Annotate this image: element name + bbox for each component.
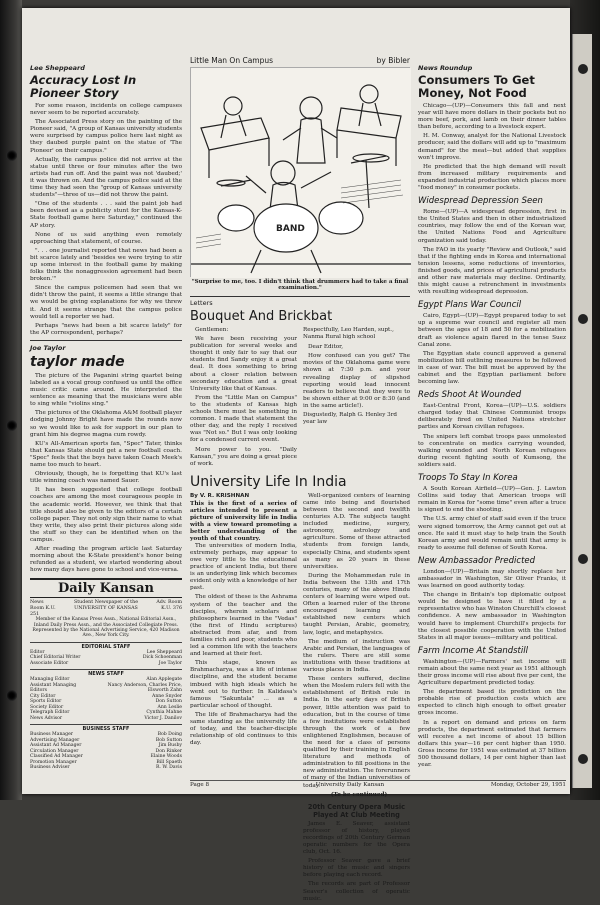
staff-name: Ann Leslie bbox=[157, 704, 182, 710]
staff-name: Joe Taylor bbox=[158, 660, 182, 666]
editorial-staff-head: EDITORIAL STAFF bbox=[30, 642, 182, 650]
staff-name: Victor J. Danilov bbox=[144, 715, 182, 721]
next-page-edge bbox=[570, 0, 600, 800]
paragraph: He predicted that the high demand will result from increased military requirements and expanded industrial production which places more "food money" in consumer pockets. bbox=[418, 163, 566, 192]
center-column bbox=[190, 56, 410, 905]
paragraph: More power to you. "Daily Kansan," you are doing a great piece of work. bbox=[190, 446, 297, 467]
staff-title: Promotion Manager bbox=[30, 759, 77, 765]
column-byline: Lee Sheppeard bbox=[30, 64, 85, 72]
paragraph: From the "Little Man on Campus" to the students of Kansas high schools there must be something in common. I made that statement the other day, and the reply I received was "Not so." But I was only looking for a condensed current event. bbox=[190, 394, 297, 444]
story-headline: Egypt Plans War Council bbox=[418, 300, 522, 311]
letter-2-signature: Disgustedly, Ralph G. Henley 3rd year law bbox=[303, 412, 397, 425]
paragraph: During the Mohammedan rule in India between the 13th and 17th centuries, many of the above Hindu centers of learning were wiped out. Often a learned ruler of the throne encouraged learning and established new centers which taught Persian, Arabic, geometry, law, logic, and metaphysics. bbox=[303, 572, 410, 636]
staff-title: Circulation Manager bbox=[30, 748, 79, 754]
paragraph: These centers suffered, decline when the Moslem rulers fell with the establishment of British rule in India. In the early days of British power, little attention was paid to education, but in the course of time a few institutions were established through the work of a few enlightened Englishmen, because of the need for a class of persons qualified by their training in English literature and methods of administration to fill positions in the new administration. The forerunners of many of the Indian universities of today. bbox=[303, 676, 410, 789]
paragraph: Professor Seaver gave a brief history of the music and singers before playing each record. bbox=[303, 858, 410, 879]
staff-title: Assistant Ad Manager bbox=[30, 743, 82, 749]
binder-hole-icon bbox=[6, 150, 17, 161]
paragraph: It has been suggested that college football coaches are among the most courageous people in the academic world. However, we think that that title should also be given to the editors of a certain college paper. They not only sign their name to what they write, they also print their pictures along side the stuff so they can be identified when on the campus. bbox=[30, 487, 182, 543]
continued-note: (To be continued) bbox=[330, 791, 388, 798]
cartoon-header bbox=[190, 56, 410, 65]
india-body bbox=[190, 493, 410, 905]
paragraph: A South Korean Airfield—(UP)—Gen. J. Lawton Collins said today that American troops will remain in Korea for "some time" even after a truce is signed to end the shooting. bbox=[418, 486, 566, 514]
staff-title: Sports Editor bbox=[30, 699, 62, 705]
headline-india: University Life In India bbox=[190, 473, 347, 490]
business-staff-list bbox=[30, 732, 182, 771]
paragraph: Perhaps "news had been a bit scarce lately" for the AP correspondent, perhaps? bbox=[30, 322, 182, 336]
paragraph: Gentlemen: bbox=[195, 327, 229, 333]
drum-label: BAND bbox=[276, 224, 305, 234]
letters-body bbox=[190, 327, 410, 470]
paragraph: Washington—(UP)—Farmers' net income will remain about the same next year as 1951 although their gross income will rise about five per cent, the Agriculture department predicted today. bbox=[418, 658, 566, 687]
cartoon-image bbox=[190, 67, 410, 277]
headline-taylor-made: taylor made bbox=[30, 353, 125, 370]
news-roundup-tag: News Roundup bbox=[418, 64, 473, 72]
staff-name: Anne Snyder bbox=[152, 693, 182, 699]
paragraph: The universities of modern India, extremely perhaps, may appear to owe very little to the educational practice of ancient India, but there is an underlying link which becomes evident only with a knowledge of her past. bbox=[190, 542, 297, 592]
letters-tag: Letters bbox=[190, 296, 410, 307]
paragraph: The medium of instruction was Arabic and Persian, the languages of the rulers. There are still some institutions with these traditions at various places in India. bbox=[303, 638, 410, 674]
paragraph: London—(UP)—Britain may shortly replace her ambassador in Washington, Sir Oliver Franks, it was learned on good authority today. bbox=[418, 568, 566, 590]
story-headline: Reds Shoot At Wounded bbox=[418, 390, 522, 401]
paragraph: The Egyptian state council approved a general mobilization bill outlining measures to be followed in case of war. The bill must be approved by the cabinet and the Egyptian parliament before becoming law. bbox=[418, 350, 566, 386]
staff-name: Bill Spaeth bbox=[156, 759, 182, 765]
headline-opera: 20th Century Opera Music Played At Club Meeting bbox=[307, 802, 406, 819]
paragraph: In a report on demand and prices on farm products, the department estimated that farmers will receive a net income of about 15 billion dollars this year—16 per cent higher than 1950. Gross income for 1951 was estimated at 37 billion 500 thousand dollars, 14 per cent higher than last year. bbox=[418, 719, 566, 769]
staff-name: Nancy Anderson, Charles Price, Elsworth Zahn bbox=[107, 682, 182, 694]
paragraph: Cairo, Egypt—(UP)—Egypt prepared today to set up a supreme war council and register all men between the ages of 18 and 50 for a mobilization draft as violence again flared in the tense Suez Canal zone. bbox=[418, 313, 566, 348]
staff-title: Editor bbox=[30, 649, 45, 655]
opera-story bbox=[303, 821, 410, 903]
letter-1-signature: Respectfully, Leo Harden, supt., Nanma Rural high school bbox=[303, 327, 394, 340]
staff-name: Don Sutton bbox=[155, 699, 182, 705]
staff-name: Alan Applegate bbox=[146, 677, 182, 683]
india-intro: This is the first of a series of articles intended to present a picture of university life in India with a view toward promoting a better understanding of the youth of that country. bbox=[190, 500, 297, 542]
page-number: Page 8 bbox=[190, 782, 210, 788]
column-byline-2: Joe Taylor bbox=[30, 343, 66, 352]
staff-title: Business Manager bbox=[30, 732, 74, 738]
paragraph: Actually, the campus police did not arrive at the statue until three or four minutes after the two artists had run off. And the paint was not 'daubed;' it was thrown on. And the campus police said at the time they had seen the "group of Kansas university students"—three of us—did not throw the paint. bbox=[30, 156, 182, 199]
paragraph: We have been receiving your publication for several weeks and thought it only fair to say that our students find Sandy enjoy it a great deal. It does something to bring about a closer relation between secondary education and a great University like that of Kansas. bbox=[190, 336, 297, 392]
paragraph: The change in Britain's top diplomatic outpost would be designed to have it filled by a representative who has Winston Churchill's closest confidence. A new ambassador in Washington would have to implement Churchill's projects for the closest possible cooperation with the United States in all major issues—military and political. bbox=[418, 592, 566, 641]
staff-row bbox=[30, 765, 182, 771]
paragraph: The life of Brahmacharya had the same standing as the university life of today, and the teacher-disciple relationship of old continues to this day. bbox=[190, 711, 297, 747]
staff-name: Dick Schoenman bbox=[142, 655, 182, 661]
staff-title: City Editor bbox=[30, 693, 56, 699]
staff-title: Society Editor bbox=[30, 704, 64, 710]
india-story-part2 bbox=[303, 493, 410, 790]
paragraph: Rome—(UP)—A widespread depression, first in the United States and then in other industrialized countries, may follow the end of the Korean war, the United Nations Food and Agriculture organization said today. bbox=[418, 209, 566, 244]
cartoon-caption: "Surprise to me, too. I didn't think that drummers had to take a final examination." bbox=[191, 279, 409, 291]
staff-row bbox=[30, 661, 182, 667]
news-roundup-stories bbox=[418, 103, 566, 769]
issue-date: Monday, October 29, 1951 bbox=[490, 782, 566, 788]
mast-note: Member of the Kansas Press Assn., National Editorial Assn., Inland Daily Press Assn., and the Associated Collegiate Press. Represented by the National Advertising Service, 420 Madison Ave., New York City. bbox=[32, 617, 180, 639]
paragraph: After reading the program article last Saturday morning about the K-State president's honor being refunded as a student, we started wondering about how many days have gone to school and vice-versa. bbox=[30, 546, 182, 574]
staff-name: Bob Sutton bbox=[155, 737, 182, 743]
taylor-made-column bbox=[30, 373, 182, 575]
business-staff-head: BUSINESS STAFF bbox=[30, 724, 182, 732]
headline-bouquet: Bouquet And Brickbat bbox=[190, 309, 333, 324]
staff-name: R. W. Davis bbox=[155, 765, 182, 771]
paragraph: Well-organized centers of learning came into being and flourished between the second and twelfth centuries A.D. The subjects taught included medicine, surgery, astronomy, astrology and agriculture. Some of these attracted students from foreign lands, especially China, and students spent as many as 20 years in these universities. bbox=[303, 492, 410, 570]
paragraph: "One of the students . . . said the paint job had been devised as a publicity stunt for the Kansas-K-State football game here Saturday," continued the AP story. bbox=[30, 201, 182, 229]
headline-consumers: Consumers To Get Money, Not Food bbox=[418, 73, 535, 100]
paragraph: The FAO in its yearly "Review and Outlook," said that if the fighting ends in Korea and international tension lessens, some reductions of inventories, finished goods, and prices of agricultural products and other raw materials may decline. Ordinarily, this might cause a retrenchment in investments with resulting widespread depression. bbox=[418, 246, 566, 296]
staff-name: Cynthia Mahne bbox=[146, 710, 182, 716]
staff-title: Classified Ad Manager bbox=[30, 754, 83, 760]
paragraph: Obviously, though, he is forgetting that KU's last title winning coach was named Sauer. bbox=[30, 471, 182, 485]
staff-row bbox=[30, 716, 182, 722]
paragraph: The records are part of Professor Seaver's collection of operatic music. bbox=[303, 881, 410, 902]
paper-name: University Daily Kansan bbox=[315, 782, 385, 788]
india-story-part1 bbox=[190, 543, 297, 748]
paragraph: ". . . one journalist reported that news had been a bit scarce lately and 'besides we were trying to stir up some interest in the football game by making folks think the nonaggression agreement had been broken.'" bbox=[30, 247, 182, 283]
paragraph: The oldest of these is the Ashrama system of the teacher and the disciples, wherein scholars and philosophers learned in the "Vedas" (the first of Hindu scriptures) abstracted from afar, and from families rich and poor, students who led a common life with the teachers and learned at their feet. bbox=[190, 594, 297, 658]
news-staff-list bbox=[30, 677, 182, 721]
story-headline: Widespread Depression Seen bbox=[418, 196, 543, 207]
staff-title: Business Adviser bbox=[30, 765, 70, 771]
paragraph: The department based its prediction on the probable rise of production costs which are expected to clinch high enough to offset greater gross income. bbox=[418, 689, 566, 717]
paragraph: For some reason, incidents on college campuses never seem to be reported accurately. bbox=[30, 103, 182, 117]
staff-title: Chief Editorial Writer bbox=[30, 655, 81, 661]
masthead-info bbox=[30, 600, 182, 617]
staff-name: Bob Doing bbox=[157, 732, 182, 738]
paragraph: How confused can you get? The movies of the Oklahoma game were shown at 7:30 p.m. and your revealing display of slipshod reporting would lead innocent readers to believe that they were to be shown either at 9:00 or 8:30 (and in the same article!). bbox=[303, 353, 410, 409]
binder-hole-icon bbox=[6, 420, 17, 431]
paragraph: The snipers left combat troops pass unmolested to concentrate on medics carrying wounded, walking wounded and North Korean refugees during recent fighting south of Kumsong, the soldiers said. bbox=[418, 433, 566, 468]
binder-hole-icon bbox=[6, 690, 17, 701]
paragraph: KU's All-American sports fan, "Spec" Tater, thinks that Kansas State should get a new football coach. "Spec" feels that the boys have taken Coach Meek's name too much to heart. bbox=[30, 440, 182, 469]
accuracy-story bbox=[30, 103, 182, 337]
cartoon-artist: by Bibler bbox=[376, 56, 410, 65]
story-headline: Farm Income At Standstill bbox=[418, 645, 528, 656]
paragraph: The picture of the Paganini string quartet being labeled as a vocal group confused us until the office music critic came around. He interpreted the sentence as meaning that the musicians were able to sing while "violins sing." bbox=[30, 372, 182, 408]
page-footer bbox=[190, 780, 566, 788]
paragraph: Chicago—(UP)—Consumers this fall and next year will have more dollars in their pockets but no more beef, pork, and lamb on their dinner tables than before, according to a livestock expert. bbox=[418, 103, 566, 131]
paragraph: Dear Editor, bbox=[308, 344, 344, 351]
paragraph: None of us said anything even remotely approaching that statement, of course. bbox=[30, 231, 182, 245]
staff-title: Managing Editor bbox=[30, 677, 70, 683]
masthead: Daily Kansan bbox=[30, 578, 182, 598]
letter-1 bbox=[190, 327, 297, 468]
india-byline: By V. R. KRISHNAN bbox=[190, 492, 250, 499]
story-headline: New Ambassador Predicted bbox=[418, 555, 536, 566]
letter-2 bbox=[303, 344, 410, 410]
staff-name: Lee Sheppeard bbox=[146, 649, 182, 655]
paragraph: The pictures of the Oklahoma A&M football player dodging Johnny Bright have made the rounds now so we would like to ask for support in our plan to grant him his degree magna cum rowdy. bbox=[30, 410, 182, 438]
staff-row bbox=[30, 683, 182, 694]
staff-title: Telegraph Editor bbox=[30, 710, 70, 716]
adv-room: Adv. Room K.U. 376 bbox=[156, 600, 182, 612]
paragraph: H. M. Conway, analyst for the National Livestock producer, said the dollars will add up to "maximum demand" for the meat—but added that supplies won't improve. bbox=[418, 133, 566, 161]
editorial-staff-list bbox=[30, 650, 182, 667]
staff-title: Advertising Manager bbox=[30, 737, 80, 743]
binder-edge bbox=[0, 0, 22, 800]
next-page bbox=[572, 34, 592, 788]
right-column bbox=[418, 64, 566, 771]
staff-title: Associate Editor bbox=[30, 660, 69, 666]
staff-title: News Advisor bbox=[30, 715, 63, 721]
paragraph: The Associated Press story on the painting of the Pioneer said, "A group of Kansas university students were surprised by campus police here last night as they daubed purple paint on the statue of 'The Pioneer' on their campus." bbox=[30, 119, 182, 154]
paragraph: This stage, known as Brahmacharya, was a life of intense discipline, and the student became imbued with high ideals which he went out to further. In Kalidasa's famous "Sakuntala" ... as a particular school of thought. bbox=[190, 660, 297, 709]
newspaper-page bbox=[22, 8, 570, 902]
cartoon-drawing-icon bbox=[191, 68, 411, 278]
paragraph: The U.S. army chief of staff said even if the truce were signed tomorrow, the Army cannot get out at once. He said it must stay to help train the South Korean army and would remain until that army is ready to assume full defense of South Korea. bbox=[418, 516, 566, 551]
paragraph: Since the campus policemen had seen that we didn't throw the paint, it seems a little strange that we would be giving explanations for why we threw it. And it seems strange that the campus police would tell a reporter we had. bbox=[30, 285, 182, 320]
story-headline: Troops To Stay In Korea bbox=[418, 473, 518, 484]
staff-name: Elaine Woods bbox=[150, 754, 182, 760]
cartoon-title: Little Man On Campus bbox=[190, 56, 274, 65]
left-column bbox=[30, 64, 182, 771]
paragraph: East-Central Front, Korea—(UP)—U.S. soldiers charged today that Chinese Communist troops deliberately fired on United Nations stretcher parties and Korean civilian refugees. bbox=[418, 403, 566, 431]
staff-name: Don Rinker bbox=[155, 748, 182, 754]
staff-title: Assistant Managing Editors bbox=[30, 682, 77, 694]
mast-center: Student Newspaper of the UNIVERSITY OF KANSAS bbox=[73, 600, 139, 612]
paragraph: James E. Seaver, assistant professor of history, played recordings of 20th Century German operatic numbers for the Opera club, Oct. 16. bbox=[303, 820, 410, 856]
news-room: News Room K.U. 251 bbox=[30, 600, 56, 617]
news-staff-head: NEWS STAFF bbox=[30, 669, 182, 677]
staff-name: Jim Busby bbox=[158, 743, 182, 749]
headline-accuracy: Accuracy Lost In Pioneer Story bbox=[30, 73, 137, 100]
